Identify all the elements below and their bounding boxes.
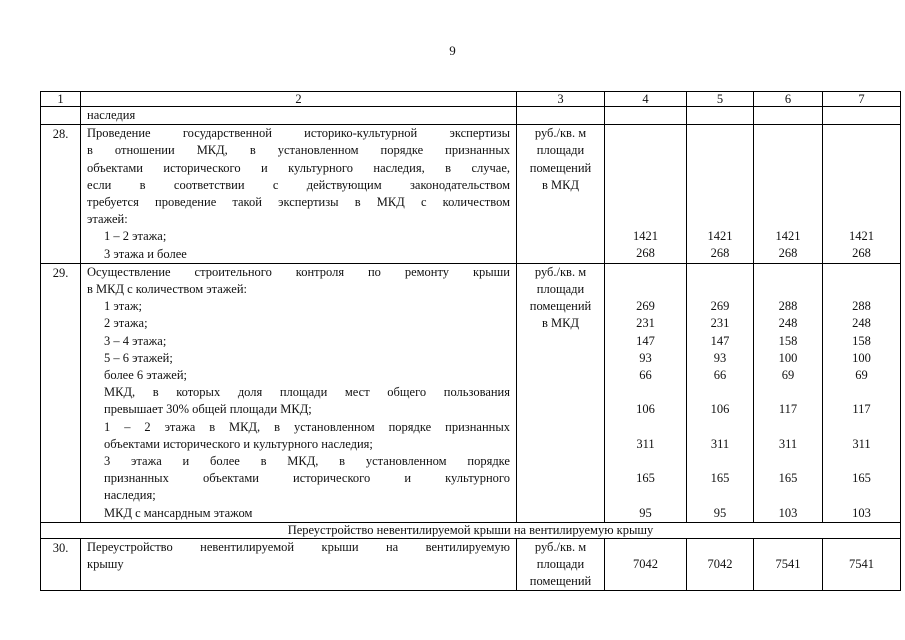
value-cell: 1421 268: [687, 125, 754, 264]
header-cell: 6: [754, 92, 823, 107]
value-cell: 269 231 147 93 66 106 311 165 95: [605, 263, 687, 522]
table-row-continuation: [41, 107, 901, 125]
table-header-row: [41, 92, 901, 107]
section-heading-row: [41, 522, 901, 538]
row-number: 30.: [41, 538, 81, 591]
price-table: [40, 91, 901, 591]
value-cell: 7541: [823, 538, 901, 591]
row-description: Переустройство невентилируемой крыши на вентилируемую крышу: [81, 538, 517, 591]
value-cell: 7541: [754, 538, 823, 591]
header-cell: 2: [81, 92, 517, 107]
unit-cell: руб./кв. м площади помещений: [517, 538, 605, 591]
header-cell: 3: [517, 92, 605, 107]
item-label: 3 этажа и более: [104, 246, 187, 261]
row-description: Осуществление строительного контроля по ремонту крыши в МКД с количеством этажей: 1 этаж; 2 этажа; 3 – 4 этажа; 5 – 6 этажей; более 6 этажей; МКД, в которых доля площади мест общего пользования превышает 30% общей площади МКД; 1 – 2 этажа в МКД, в установленном порядке признанных объектами исторического и культурного наследия; 3 этажа и более в МКД, в установленном порядке признанных объектами исторического и культурного наследия; МКД с мансардным этажом: [81, 263, 517, 522]
value-cell: 7042: [687, 538, 754, 591]
page-number: 9: [449, 43, 456, 58]
header-cell: 4: [605, 92, 687, 107]
table-row-30: [41, 538, 901, 591]
value-cell: 1421 268: [754, 125, 823, 264]
row-number: 29.: [41, 263, 81, 522]
header-cell: 1: [41, 92, 81, 107]
value-cell: 7042: [605, 538, 687, 591]
row-description: Проведение государственной историко-культурной экспертизы в отношении МКД, в установленном порядке признанных объектами исторического и культурного наследия, в случае, если в соответствии с действующим законодательством требуется проведение такой экспертизы в МКД с количеством этажей: 1 – 2 этажа; 3 этажа и более: [81, 125, 517, 264]
value-cell: 288 248 158 100 69 117 311 165 103: [754, 263, 823, 522]
value-cell: 1421 268: [605, 125, 687, 264]
unit-cell: руб./кв. м площади помещений в МКД: [517, 125, 605, 264]
row-number: 28.: [41, 125, 81, 264]
value-cell: 1421 268: [823, 125, 901, 264]
continuation-text: наследия: [87, 108, 136, 122]
table-row-28: [41, 125, 901, 264]
table-row-29: [41, 263, 901, 522]
section-title: Переустройство невентилируемой крыши на вентилируемую крышу: [41, 522, 901, 538]
value-cell: 288 248 158 100 69 117 311 165 103: [823, 263, 901, 522]
unit-cell: руб./кв. м площади помещений в МКД: [517, 263, 605, 522]
item-label: 1 – 2 этажа;: [104, 229, 167, 244]
header-cell: 7: [823, 92, 901, 107]
header-cell: 5: [687, 92, 754, 107]
value-cell: 269 231 147 93 66 106 311 165 95: [687, 263, 754, 522]
